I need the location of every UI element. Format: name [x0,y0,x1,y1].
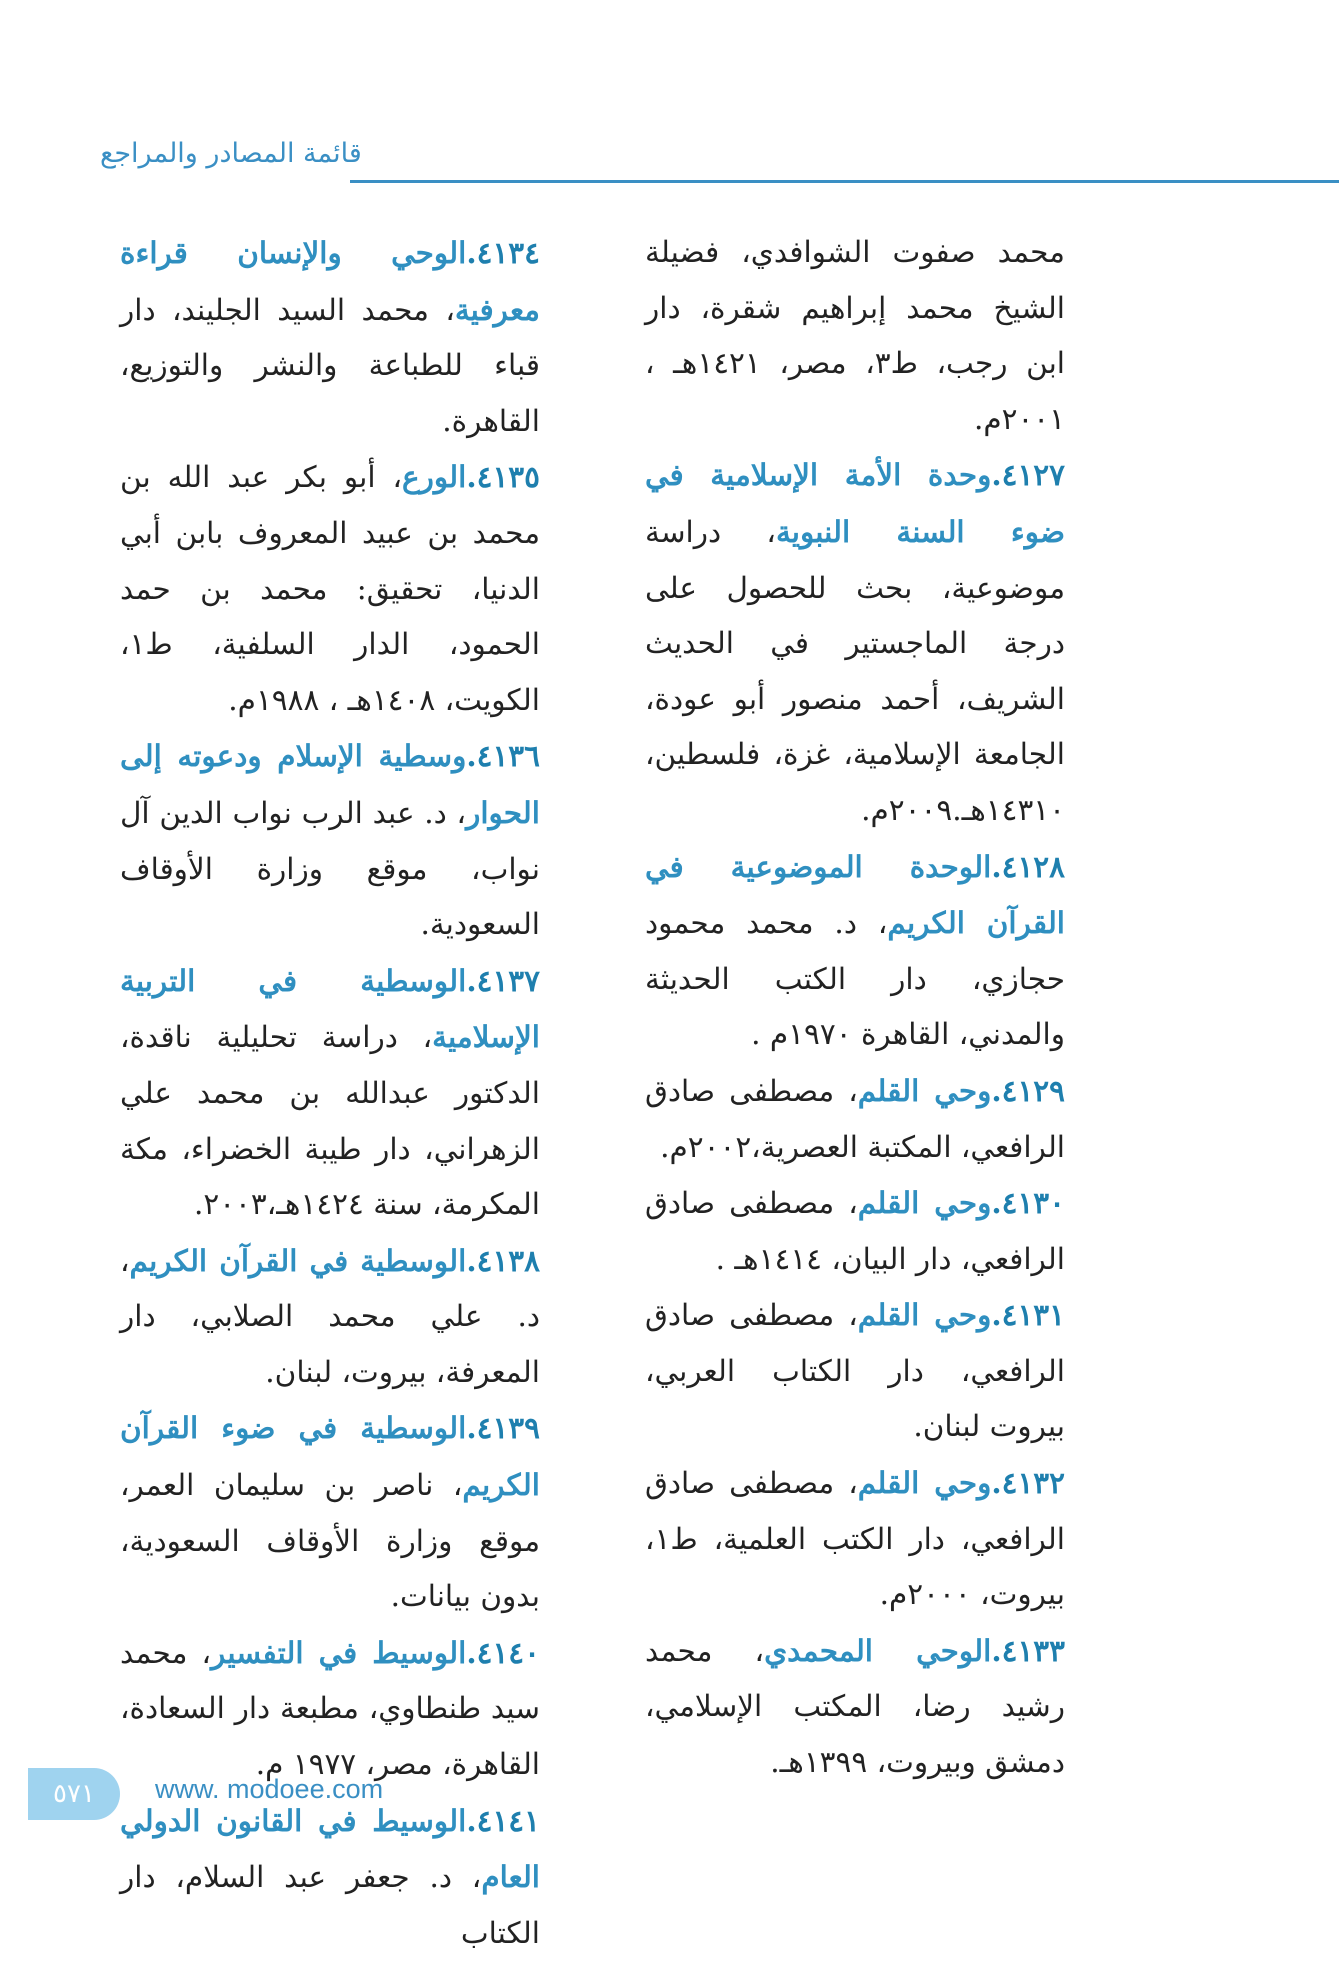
entry-title: وحي القلم [857,1297,992,1333]
entry-title: الوسطية في القرآن الكريم [129,1242,467,1278]
entry-details: ، دراسة تحليلية ناقدة، الدكتور عبدالله بن محمد علي الزهراني، دار طيبة الخضراء، مكة المكرمة، سنة ١٤٢٤هـ،٢٠٠٣. [120,1020,540,1222]
entry-details: ، د. محمد محمود حجازي، دار الكتب الحديثة والمدني، القاهرة ١٩٧٠م . [645,906,1065,1052]
entry-title: الوسطية في ضوء القرآن الكريم [120,1410,540,1503]
reference-entry-4131 [645,1287,1065,1455]
entry-number: ٤١٣٧. [466,962,540,998]
entry-title: الورع [402,459,467,495]
entry-details: محمد صفوت الشوافدي، فضيلة الشيخ محمد إبراهيم شقرة، دار ابن رجب، ط٣، مصر، ١٤٢١هـ ، ٢٠٠١م. [645,235,1065,436]
entry-number: ٤١٣٠. [991,1185,1065,1221]
reference-entry-4129 [645,1063,1065,1175]
reference-entry-4140 [120,1625,540,1793]
entry-details: ، مصطفى صادق الرافعي، دار الكتاب العربي، بيروت لبنان. [645,1298,1065,1444]
entry-details: ، د. جعفر عبد السلام، دار الكتاب [120,1860,540,1950]
reference-entry-4136 [120,728,540,952]
entry-title: وسطية الإسلام ودعوته إلى الحوار [120,738,540,830]
page-header [100,138,1339,186]
entry-number: ٤١٢٨. [991,848,1065,884]
entry-title: الوحدة الموضوعية في القرآن الكريم [645,848,1065,941]
entry-number: ٤١٣٦. [466,738,540,774]
entry-title: وحدة الأمة الإسلامية في ضوء السنة النبوية [645,457,1065,549]
reference-entry-4134 [120,225,540,449]
entry-details: ، د. علي محمد الصلابي، دار المعرفة، بيروت، لبنان. [120,1243,540,1389]
entry-number: ٤١٣٢. [991,1465,1065,1501]
entry-details: ، محمد السيد الجليند، دار قباء للطباعة والنشر والتوزيع، القاهرة. [120,292,540,438]
reference-entry-4137 [120,953,540,1233]
reference-entry-4132 [645,1455,1065,1623]
entry-details: ، مصطفى صادق الرافعي، المكتبة العصرية،٢٠٠٢م. [645,1073,1065,1164]
entry-number: ٤١٣٤. [466,235,540,270]
entry-number: ٤١٤١. [466,1802,540,1838]
reference-entry-4135 [120,449,540,728]
reference-entry-4141 [120,1793,540,1961]
entry-details: ، ناصر بن سليمان العمر، موقع وزارة الأوقاف السعودية، بدون بيانات. [120,1468,540,1614]
entry-number: ٤١٣٥. [466,459,540,495]
page-number-badge: ٥٧١ [28,1768,120,1820]
entry-title: الوسيط في القانون الدولي العام [120,1802,540,1895]
reference-entry-4133 [645,1623,1065,1791]
entry-details: ، محمد سيد طنطاوي، مطبعة دار السعادة، القاهرة، مصر، ١٩٧٧ م. [120,1635,540,1782]
reference-entry-4128 [645,839,1065,1063]
header-divider [350,180,1339,183]
entry-title: الوحي والإنسان قراءة معرفية [120,235,540,327]
left-column [120,225,540,1961]
entry-number: ٤١٢٧. [991,457,1065,493]
reference-entry-4139 [120,1400,540,1624]
entry-title: وحي القلم [857,1465,992,1501]
header-title: قائمة المصادر والمراجع [100,138,362,169]
entry-number: ٤١٤٠. [466,1634,540,1670]
entry-number: ٤١٣٣. [991,1632,1065,1668]
entry-details: ، دراسة موضوعية، بحث للحصول على درجة الماجستير في الحديث الشريف، أحمد منصور أبو عودة، الجامعة الإسلامية، غزة، فلسطين، ١٤٣١٠هـ.٢٠٠٩م. [645,514,1065,827]
entry-details: ، د. عبد الرب نواب الدين آل نواب، موقع وزارة الأوقاف السعودية. [120,795,540,942]
reference-entry-4130 [645,1175,1065,1287]
entry-details: ، مصطفى صادق الرافعي، دار الكتب العلمية، ط١، بيروت، ٢٠٠٠م. [645,1466,1065,1612]
entry-details: ، مصطفى صادق الرافعي، دار البيان، ١٤١٤هـ . [645,1186,1065,1276]
entry-title: وحي القلم [857,1072,992,1108]
entry-number: ٤١٣٩. [466,1410,540,1446]
entry-number: ٤١٣٨. [466,1242,540,1278]
entry-number: ٤١٣١. [991,1297,1065,1333]
reference-entry-continuation [645,225,1065,447]
entry-title: الوسطية في التربية الإسلامية [120,962,540,1055]
entry-details: ، محمد رشيد رضا، المكتب الإسلامي، دمشق وبيروت، ١٣٩٩هـ. [645,1633,1065,1780]
entry-number: ٤١٢٩. [991,1072,1065,1108]
entry-title: الوحي المحمدي [764,1632,992,1668]
website-link[interactable]: www. modoee.com [155,1774,384,1804]
entry-details: ، أبو بكر عبد الله بن محمد بن عبيد المعروف بابن أبي الدنيا، تحقيق: محمد بن حمد الحمود، الدار السلفية، ط١، الكويت، ١٤٠٨هـ ، ١٩٨٨م. [120,460,540,717]
entry-title: الوسيط في التفسير [211,1634,467,1670]
right-column [645,225,1065,1791]
reference-entry-4138 [120,1233,540,1401]
reference-entry-4127 [645,447,1065,838]
entry-title: وحي القلم [857,1185,992,1221]
